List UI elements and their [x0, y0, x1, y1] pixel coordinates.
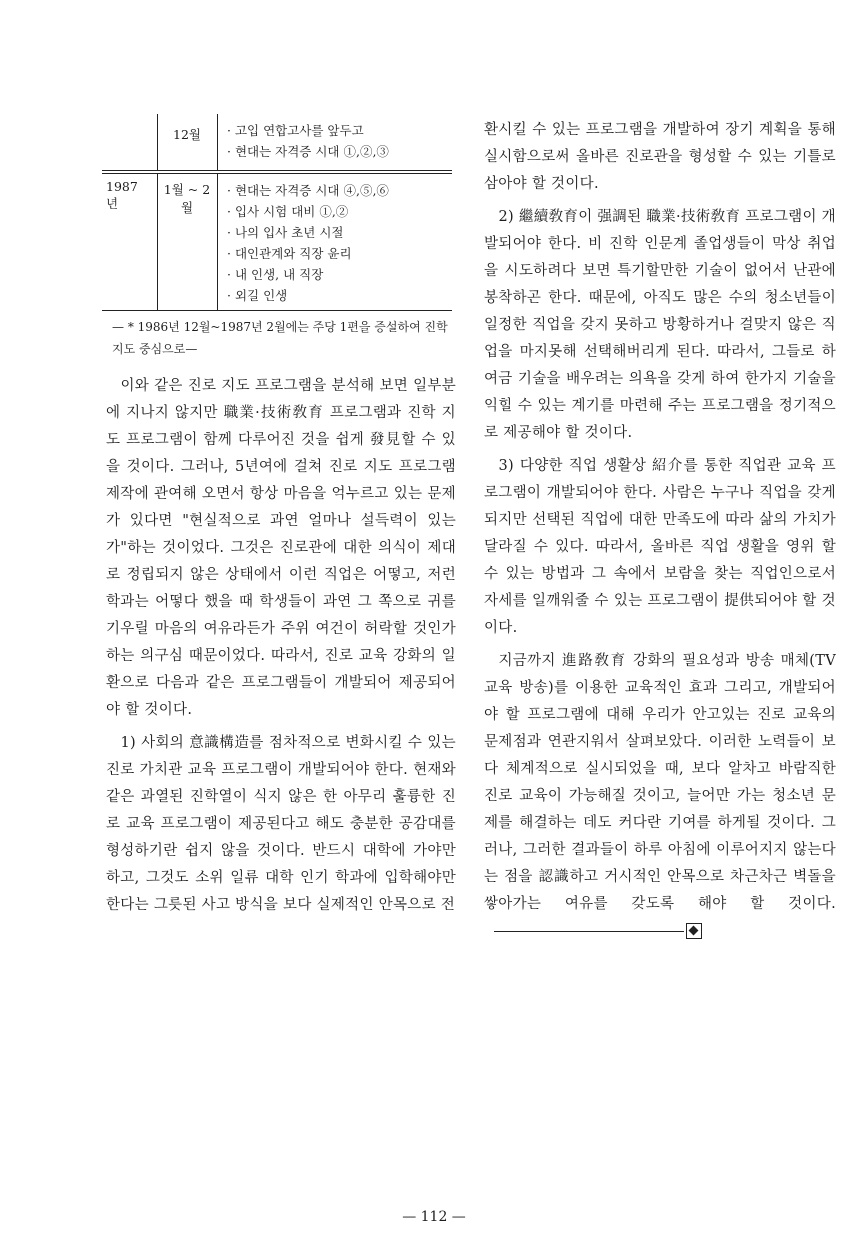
column-divider — [217, 114, 218, 170]
right-column — [484, 117, 836, 945]
schedule-item: · 나의 입사 초년 시절 — [227, 225, 344, 240]
schedule-items — [227, 120, 389, 162]
body-paragraph — [484, 648, 836, 945]
schedule-table — [102, 114, 452, 311]
schedule-item: · 입사 시험 대비 ①,② — [227, 204, 349, 219]
body-paragraph: 1) 사회의 意識構造를 점차적으로 변화시킬 수 있는 진로 가치관 교육 프로그램이 개발되어야 한다. 현재와 같은 과열된 진학열이 식지 않은 한 아무리 훌륭한 진로 교육 프로그램이 제공된다고 해도 충분한 공감대를 형성하기란 쉽지 않을 것이다. 반드시 대학에 가야만 하고, 그것도 소위 일류 대학 인기 학과에 입학해야만 한다는 그릇된 사고 방식을 보다 실제적인 안목으로 전 — [106, 735, 456, 913]
body-paragraph: 3) 다양한 직업 생활상 紹介를 통한 직업관 교육 프로그램이 개발되어야 한다. 사람은 누구나 직업을 갖게 되지만 선택된 직업에 대한 만족도에 따라 삶의 가치가 달라질 수 있다. 따라서, 올바른 직업 생활을 영위 할 수 있는 방법과 그 속에서 보람을 찾는 직업인으로서 자세를 일깨워줄 수 있는 프로그램이 提供되어야 할 것이다. — [484, 458, 836, 636]
left-column — [106, 373, 456, 919]
schedule-item: · 고입 연합고사를 앞두고 — [227, 123, 364, 138]
schedule-item: · 내 인생, 내 직장 — [227, 267, 324, 282]
page-number: — 112 — — [402, 1209, 466, 1225]
schedule-item: · 외길 인생 — [227, 288, 288, 303]
end-rule — [494, 931, 684, 932]
body-paragraph: 환시킬 수 있는 프로그램을 개발하여 장기 계획을 통해 실시함으로써 올바른 진로관을 형성할 수 있는 기틀로 삼아야 할 것이다. — [484, 122, 836, 192]
schedule-month: 12월 — [173, 127, 201, 142]
table-bottom-rule — [102, 310, 452, 311]
column-divider — [217, 174, 218, 310]
column-divider — [157, 114, 158, 170]
body-paragraph: 이와 같은 진로 지도 프로그램을 분석해 보면 일부분에 지나지 않지만 職業·技術敎育 프로그램과 진학 지도 프로그램이 함께 다루어진 것을 쉽게 發見할 수 있을 것이다. 그러나, 5년여에 걸쳐 진로 지도 프로그램 제작에 관여해 오면서 항상 마음을 억누르고 있는 문제가 있다면 "현실적으로 과연 얼마나 설득력이 있는가"하는 것이었다. 그것은 진로관에 대한 의식이 제대로 정립되지 않은 상태에서 이런 직업은 어떻고, 저런 학과는 어떻다 했을 때 학생들이 과연 그 쪽으로 귀를 기우릴 마음의 여유라든가 주위 여건이 허락할 것인가 하는 의구심 때문이었다. 따라서, 진로 교육 강화의 일환으로 다음과 같은 프로그램들이 개발되어 제공되어야 할 것이다. — [106, 378, 456, 718]
schedule-year: 1987년 — [106, 179, 138, 211]
schedule-item: · 대인관계와 직장 윤리 — [227, 246, 352, 261]
end-diamond-icon — [686, 923, 702, 939]
schedule-month: 1월 ~ 2월 — [163, 182, 211, 215]
schedule-items — [227, 180, 389, 306]
schedule-row — [102, 114, 452, 170]
schedule-item: · 현대는 자격증 시대 ①,②,③ — [227, 144, 389, 159]
schedule-row — [102, 174, 452, 310]
schedule-item: · 현대는 자격증 시대 ④,⑤,⑥ — [227, 183, 389, 198]
body-paragraph: 2) 繼續敎育이 强調된 職業·技術敎育 프로그램이 개발되어야 한다. 비 진학 인문계 졸업생들이 막상 취업을 시도하려다 보면 특기할만한 기술이 없어서 난관에 봉착하곤 한다. 때문에, 아직도 많은 수의 청소년들이 일정한 직업을 갖지 못하고 방황하거나 걸맞지 않은 직업을 마지못해 선택해버리게 된다. 따라서, 그들로 하여금 기술을 배우려는 의욕을 갖게 하여 한가지 기술을 익힐 수 있는 계기를 마련해 주는 프로그램을 정기적으로 제공해야 할 것이다. — [484, 209, 836, 441]
closing-text: 지금까지 進路敎育 강화의 필요성과 방송 매체(TV 교육 방송)를 이용한 교육적인 효과 그리고, 개발되어야 할 프로그램에 대해 우리가 안고있는 진로 교육의 문제점과 연관지워서 살펴보았다. 이러한 노력들이 보다 체계적으로 실시되었을 때, 보다 알차고 바람직한 진로 교육이 가능해질 것이고, 늘어만 가는 청소년 문제를 해결하는 데도 커다란 기여를 하게될 것이다. 그러나, 그러한 결과들이 하루 아침에 이루어지지 않는다는 점을 認識하고 거시적인 안목으로 차근차근 벽돌을 쌓아가는 여유를 갖도록 해야 할 것이다. — [484, 653, 836, 912]
column-divider — [157, 174, 158, 310]
schedule-note: — * 1986년 12월~1987년 2월에는 주당 1편을 증설하여 진학 지도 중심으로— — [112, 320, 448, 356]
